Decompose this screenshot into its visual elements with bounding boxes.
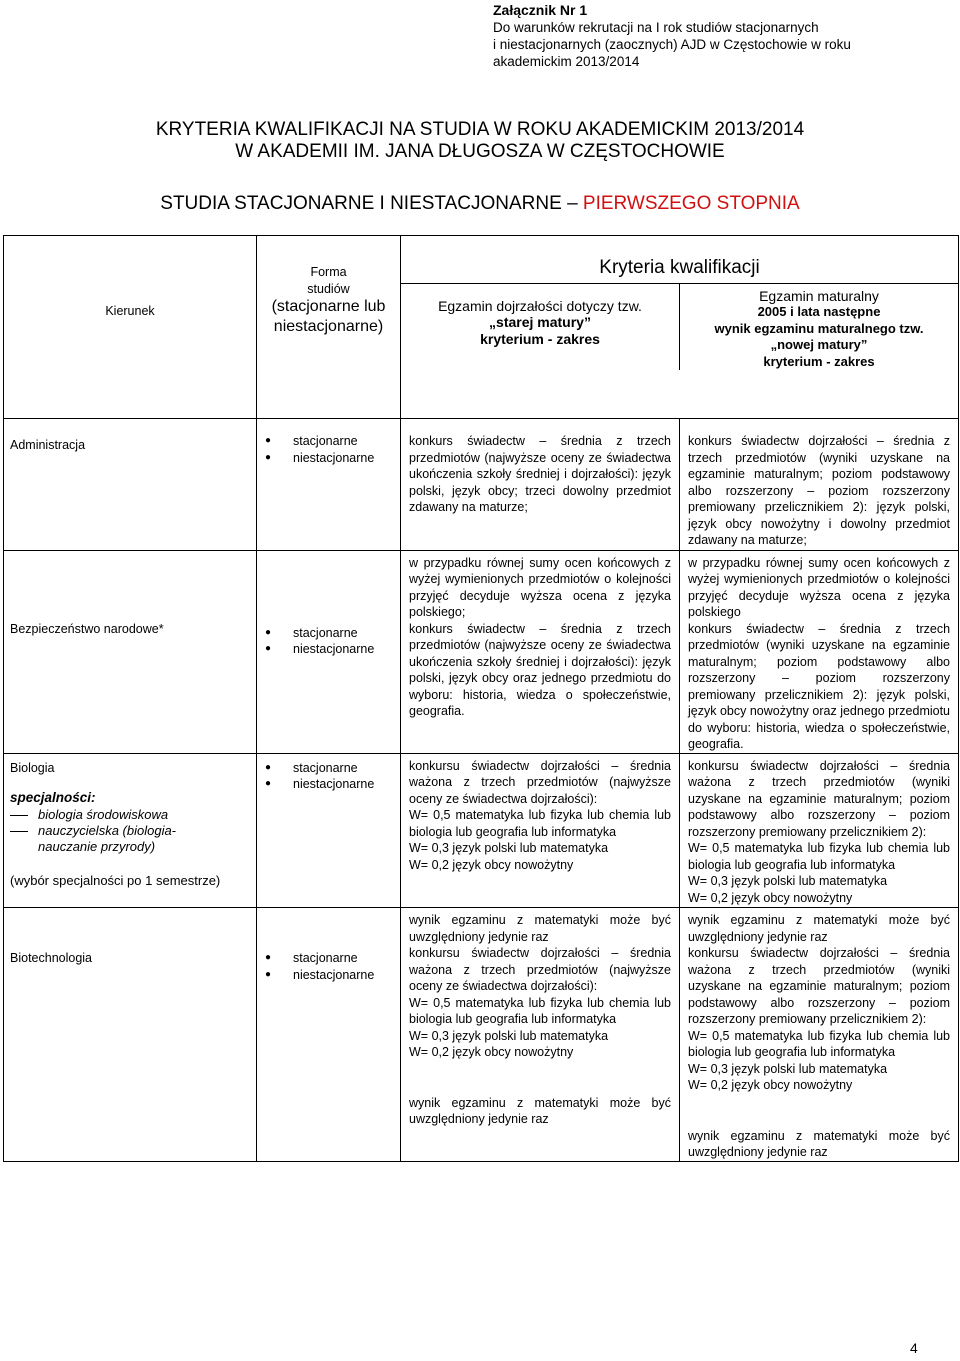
header-new-matura	[680, 284, 958, 371]
annex-note	[493, 2, 893, 70]
criteria-text: wynik egzaminu z matematyki może być uwzględniony jedynie raz	[409, 913, 671, 944]
form-item: ● stacjonarne	[265, 950, 400, 967]
criteria-text: konkursu świadectw dojrzałości – średnia ważona z trzech przedmiotów (najwyższe oceny ze świadectwa dojrzałości):	[409, 758, 671, 806]
document-subtitle: W AKADEMII IM. JANA DŁUGOSZA W CZĘSTOCHOWIE	[235, 141, 725, 162]
header-forma-line: (stacjonarne lub	[271, 298, 386, 315]
header-line: Egzamin dojrzałości dotyczy tzw.	[438, 297, 642, 314]
new-criteria-cell	[680, 908, 959, 1162]
criteria-text: wynik egzaminu z matematyki może być uwzględniony jedynie raz	[688, 913, 951, 944]
annex-line: i niestacjonarnych (zaocznych) AJD w Częstochowie w roku	[493, 37, 851, 52]
criteria-text: W= 0,5 matematyka lub fizyka lub chemia lub biologia lub geografia lub informatyka	[688, 841, 951, 872]
criteria-text: wynik egzaminu z matematyki może być uwzględniony jedynie raz	[688, 1128, 951, 1159]
table-header-row	[4, 236, 959, 419]
criteria-table	[3, 235, 959, 1162]
header-line: „nowej matury”	[770, 337, 868, 352]
kierunek-cell: Administracja	[4, 419, 257, 551]
criteria-text: W= 0,2 język obcy nowożytny	[409, 857, 574, 872]
new-criteria-cell	[680, 753, 959, 908]
annex-line: Do warunków rekrutacji na I rok studiów stacjonarnych	[493, 20, 819, 35]
criteria-text: W= 0,2 język obcy nowożytny	[688, 890, 853, 905]
header-line: „starej matury”	[489, 314, 591, 330]
header-line: wynik egzaminu maturalnego tzw.	[714, 320, 924, 336]
criteria-text: w przypadku równej sumy ocen końcowych z wyżej wymienionych przedmiotów o kolejności przyjęć decyduje wyższa ocena z języka polskiego	[688, 555, 951, 619]
old-criteria-cell	[401, 753, 680, 908]
header-kryteria	[401, 236, 959, 419]
header-forma-line: Forma	[310, 265, 347, 279]
page-number: 4	[910, 1340, 918, 1356]
criteria-text: W= 0,2 język obcy nowożytny	[688, 1078, 853, 1092]
criteria-text: W= 0,5 matematyka lub fizyka lub chemia lub biologia lub geografia lub informatyka	[409, 808, 671, 839]
old-criteria-cell	[401, 908, 680, 1162]
annex-title: Załącznik Nr 1	[493, 2, 588, 18]
header-forma	[257, 236, 401, 419]
forms-cell	[257, 419, 401, 551]
form-item: ● niestacjonarne	[265, 641, 400, 658]
criteria-text: konkurs świadectw – średnia z trzech przedmiotów (wyniki uzyskane na egzaminie maturalnym; poziom podstawowy albo rozszerzony – poziom rozszerzony premiowany przelicznikiem 2): język polski, język obcy nowożytny oraz jednego przedmiotu do wyboru: historia, wiedza o społeczeństwie, geografia.	[688, 621, 951, 751]
specialization-item: biologia środowiskowa	[10, 807, 250, 823]
table-row	[4, 419, 959, 551]
form-item: ● stacjonarne	[265, 433, 400, 450]
header-kryteria-title: Kryteria kwalifikacji	[401, 236, 958, 284]
document-title: KRYTERIA KWALIFIKACJI NA STUDIA W ROKU AKADEMICKIM 2013/2014	[155, 119, 805, 140]
criteria-text: W= 0,3 język polski lub matematyka	[688, 874, 888, 888]
header-line: kryterium - zakres	[763, 353, 875, 369]
table-row	[4, 550, 959, 753]
header-old-matura	[401, 284, 680, 371]
kierunek-cell	[4, 753, 257, 908]
specialization-item: nauczycielska (biologia-nauczanie przyrody)	[10, 823, 188, 855]
criteria-text: W= 0,3 język polski lub matematyka	[409, 841, 609, 855]
header-forma-line: studiów	[307, 281, 350, 296]
form-item: ● niestacjonarne	[265, 776, 400, 793]
kierunek-cell	[4, 908, 257, 1162]
header-line: 2005 i lata następne	[757, 304, 881, 319]
criteria-text: W= 0,5 matematyka lub fizyka lub chemia lub biologia lub geografia lub informatyka	[688, 1028, 951, 1059]
forms-cell	[257, 753, 401, 908]
criteria-text: wynik egzaminu z matematyki może być uwzględniony jedynie raz	[409, 1095, 671, 1126]
old-criteria-cell	[401, 419, 680, 551]
criteria-text: konkurs świadectw – średnia z trzech przedmiotów (najwyższe oceny ze świadectwa ukończenia szkoły średniej i dojrzałości): język polski, język obcy; trzeci dowolny przedmiot zdawany na maturze;	[409, 434, 671, 514]
old-criteria-cell	[401, 550, 680, 753]
study-level-heading: STUDIA STACJONARNE I NIESTACJONARNE – PIERWSZEGO STOPNIA	[160, 193, 800, 214]
kierunek-cell	[4, 550, 257, 753]
form-item: ● niestacjonarne	[265, 967, 400, 984]
study-degree-text: PIERWSZEGO STOPNIA	[582, 193, 800, 214]
criteria-text: konkurs świadectw dojrzałości – średnia z trzech przedmiotów (wyniki uzyskane na egzaminie maturalnym; poziom podstawowy albo rozszerzony – poziom rozszerzony premiowany przelicznikiem 2): język polski, język obcy nowożytny i dowolny przedmiot zdawany na maturze;	[688, 434, 951, 547]
kierunek-name: Bezpieczeństwo narodowe*	[10, 621, 164, 636]
header-line: kryterium - zakres	[480, 330, 600, 347]
criteria-text: konkurs świadectw – średnia z trzech przedmiotów (najwyższe oceny ze świadectwa ukończenia szkoły średniej i dojrzałości): język polski, język obcy oraz jednego przedmiotu do wyboru: historia, wiedza o społeczeństwie, geografia.	[409, 621, 671, 718]
criteria-text: konkursu świadectw dojrzałości – średnia ważona z trzech przedmiotów (wyniki uzyskane na egzaminie maturalnym; poziom podstawowy albo rozszerzony – poziom rozszerzony premiowany przelicznikiem 2):	[688, 758, 951, 839]
specialization-note: (wybór specjalności po 1 semestrze)	[10, 872, 221, 888]
form-item: ● niestacjonarne	[265, 450, 400, 467]
header-line: Egzamin maturalny	[759, 287, 879, 304]
forms-cell	[257, 908, 401, 1162]
header-forma-line: niestacjonarne)	[273, 318, 384, 335]
study-mode-text: STUDIA STACJONARNE I NIESTACJONARNE	[160, 193, 562, 214]
criteria-text: konkursu świadectw dojrzałości – średnia ważona z trzech przedmiotów (najwyższe oceny ze świadectwa dojrzałości):	[409, 946, 671, 993]
criteria-text: W= 0,2 język obcy nowożytny	[409, 1045, 574, 1059]
kierunek-name: Biologia	[10, 760, 55, 775]
criteria-text: W= 0,3 język polski lub matematyka	[688, 1061, 888, 1076]
forms-cell	[257, 550, 401, 753]
criteria-text: konkursu świadectw dojrzałości – średnia ważona z trzech przedmiotów (wyniki uzyskane na egzaminie maturalnym; poziom podstawowy albo rozszerzony – poziom rozszerzony premiowany przelicznikiem 2):	[688, 946, 951, 1026]
specialization-label: specjalności:	[10, 790, 96, 805]
form-item: ● stacjonarne	[265, 760, 400, 777]
criteria-text: w przypadku równej sumy ocen końcowych z wyżej wymienionych przedmiotów o kolejności przyjęć decyduje wyższa ocena z języka polskiego;	[409, 555, 671, 619]
new-criteria-cell	[680, 550, 959, 753]
criteria-text: W= 0,3 język polski lub matematyka	[409, 1028, 609, 1043]
annex-line: akademickim 2013/2014	[493, 54, 640, 69]
table-row	[4, 753, 959, 908]
new-criteria-cell	[680, 419, 959, 551]
form-item: ● stacjonarne	[265, 625, 400, 642]
table-row	[4, 908, 959, 1162]
header-kierunek: Kierunek	[4, 236, 257, 419]
criteria-text: W= 0,5 matematyka lub fizyka lub chemia lub biologia lub geografia lub informatyka	[409, 995, 671, 1026]
kierunek-name: Biotechnologia	[10, 951, 93, 965]
